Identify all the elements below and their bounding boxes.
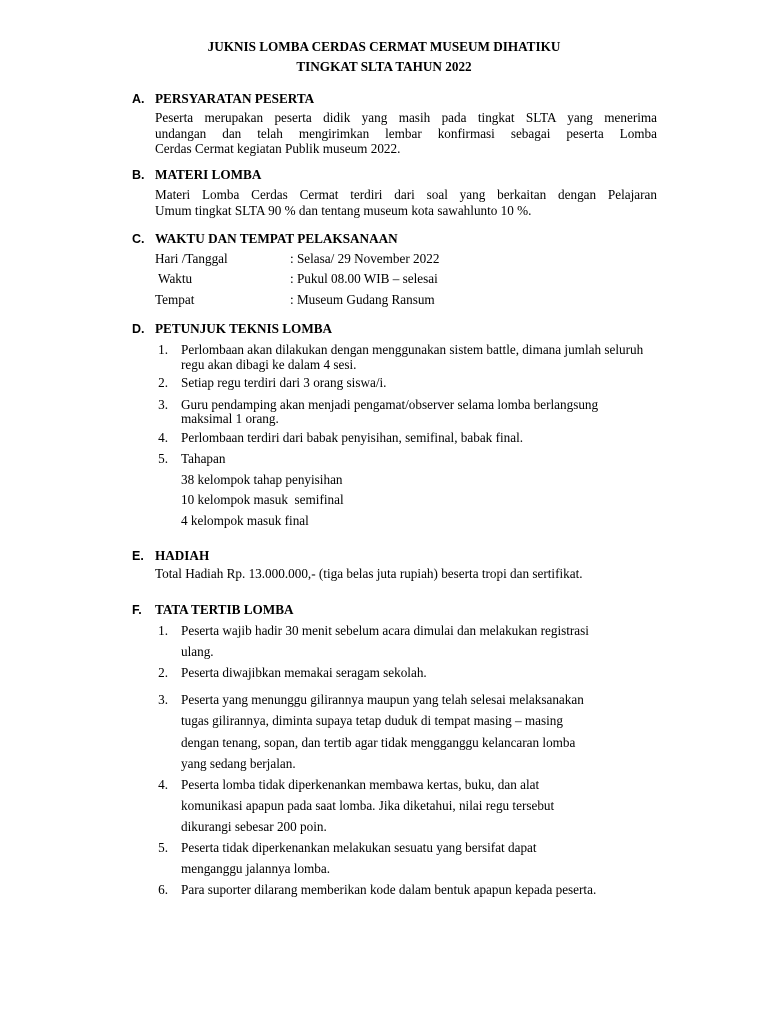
section-d-letter: D. (132, 322, 145, 336)
list-item-text: dengan tenang, sopan, dan tertib agar tidak mengganggu kelancaran lomba (181, 735, 576, 750)
section-b-paragraph (155, 187, 657, 218)
list-item-text: Perlombaan terdiri dari babak penyisihan, semifinal, babak final. (181, 430, 524, 445)
section-b-letter: B. (132, 168, 145, 182)
list-item-text: Para suporter dilarang memberikan kode dalam bentuk apapun kepada peserta. (181, 882, 597, 897)
list-item-number: 4. (158, 777, 168, 792)
list-item-text: Guru pendamping akan menjadi pengamat/observer selama lomba berlangsung (181, 397, 599, 412)
document-title-line-2: TINGKAT SLTA TAHUN 2022 (296, 59, 472, 74)
section-c-letter: C. (132, 232, 145, 246)
list-item-text: maksimal 1 orang. (181, 411, 279, 426)
schedule-value-time: : Pukul 08.00 WIB – selesai (290, 271, 438, 286)
section-e-letter: E. (132, 549, 144, 563)
section-b-title: MATERI LOMBA (155, 167, 262, 182)
list-item-text: Peserta lomba tidak diperkenankan membawa kertas, buku, dan alat (181, 777, 540, 792)
list-item-number: 4. (158, 430, 168, 445)
list-item-text: Peserta wajib hadir 30 menit sebelum acara dimulai dan melakukan registrasi (181, 623, 589, 638)
schedule-label-date: Hari /Tanggal (155, 251, 228, 266)
list-item-text: menganggu jalannya lomba. (181, 861, 331, 876)
section-e-title: HADIAH (155, 548, 210, 563)
list-item-text: Setiap regu terdiri dari 3 orang siswa/i. (181, 375, 387, 390)
list-item-number: 1. (158, 623, 168, 638)
list-item-text: regu akan dibagi ke dalam 4 sesi. (181, 357, 357, 372)
section-a-title: PERSYARATAN PESERTA (155, 91, 315, 106)
list-item-number: 6. (158, 882, 168, 897)
list-item-text: Peserta yang menunggu gilirannya maupun yang telah selesai melaksanakan (181, 692, 584, 707)
schedule-value-place: : Museum Gudang Ransum (290, 292, 435, 307)
list-item-text: dikurangi sebesar 200 poin. (181, 819, 327, 834)
section-a-paragraph (155, 110, 657, 157)
section-b-line: Materi Lomba Cerdas Cermat terdiri dari soal yang berkaitan dengan Pelajaran (155, 187, 657, 202)
list-item-text: yang sedang berjalan. (181, 756, 296, 771)
list-item-text: Peserta diwajibkan memakai seragam sekolah. (181, 665, 427, 680)
section-a-line: Peserta merupakan peserta didik yang masih pada tingkat SLTA yang menerima (155, 110, 657, 125)
list-item-number: 2. (158, 375, 168, 390)
list-item-number: 5. (158, 451, 168, 466)
stage-item: 4 kelompok masuk final (181, 513, 309, 528)
section-a-line: Cerdas Cermat kegiatan Publik museum 2022. (155, 141, 401, 156)
section-b-line: Umum tingkat SLTA 90 % dan tentang museum kota sawahlunto 10 %. (155, 202, 532, 218)
list-item-number: 5. (158, 840, 168, 855)
document-title-line-1: JUKNIS LOMBA CERDAS CERMAT MUSEUM DIHATIKU (207, 39, 561, 54)
schedule-label-place: Tempat (155, 292, 195, 307)
list-item-number: 2. (158, 665, 168, 680)
list-item-text: tugas gilirannya, diminta supaya tetap duduk di tempat masing – masing (181, 713, 563, 728)
stage-item: 10 kelompok masuk semifinal (181, 492, 344, 507)
section-f-letter: F. (132, 603, 142, 617)
list-item-number: 1. (158, 342, 168, 357)
schedule-value-date: : Selasa/ 29 November 2022 (290, 251, 440, 266)
section-a-line: undangan dan telah mengirimkan lembar konfirmasi sebagai peserta Lomba (155, 125, 657, 141)
list-item-number: 3. (158, 692, 168, 707)
list-item-text: Tahapan (181, 451, 226, 466)
section-c-title: WAKTU DAN TEMPAT PELAKSANAAN (155, 231, 398, 246)
section-a-letter: A. (132, 92, 145, 106)
list-item-text: ulang. (181, 644, 214, 659)
list-item-text: Perlombaan akan dilakukan dengan menggunakan sistem battle, dimana jumlah seluruh (181, 342, 644, 357)
section-d-title: PETUNJUK TEKNIS LOMBA (155, 321, 333, 336)
list-item-number: 3. (158, 397, 168, 412)
list-item-text: Peserta tidak diperkenankan melakukan sesuatu yang bersifat dapat (181, 840, 537, 855)
schedule-label-time: Waktu (155, 271, 193, 286)
section-f-title: TATA TERTIB LOMBA (155, 602, 294, 617)
list-item-text: komunikasi apapun pada saat lomba. Jika diketahui, nilai regu tersebut (181, 798, 555, 813)
prize-text: Total Hadiah Rp. 13.000.000,- (tiga belas juta rupiah) beserta tropi dan sertifikat. (155, 566, 583, 581)
stage-item: 38 kelompok tahap penyisihan (181, 472, 343, 487)
